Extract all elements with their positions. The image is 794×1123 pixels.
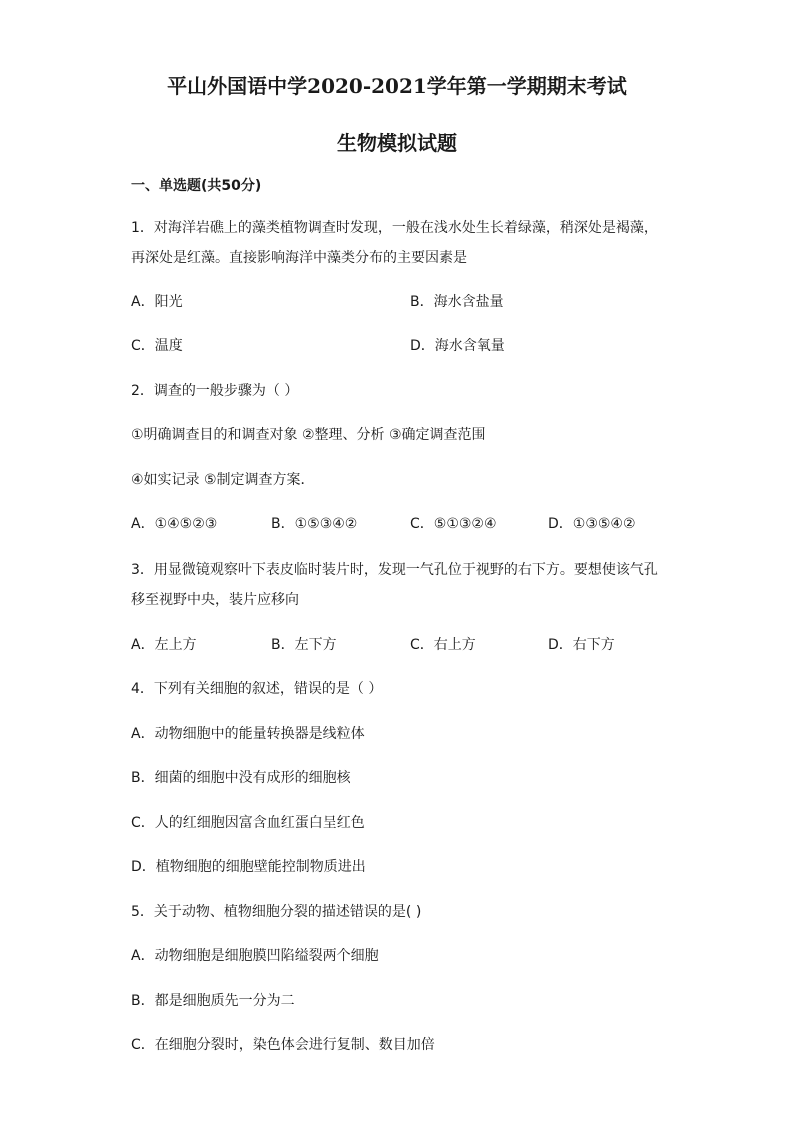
q3-option-c: C．右上方 — [410, 637, 476, 653]
q2-option-a: A．①④⑤②③ — [131, 516, 218, 532]
exam-subtitle: 生物模拟试题 — [337, 131, 457, 155]
q5-stem: 5．关于动物、植物细胞分裂的描述错误的是( ) — [131, 904, 422, 920]
q1-option-d: D．海水含氧量 — [410, 338, 505, 354]
q3-option-a: A．左上方 — [131, 637, 197, 653]
q3-option-b: B．左下方 — [271, 637, 337, 653]
q1-option-b: B．海水含盐量 — [410, 294, 504, 310]
q2-line3: ④如实记录 ⑤制定调查方案． — [131, 472, 315, 488]
q4-option-b: B．细菌的细胞中没有成形的细胞核 — [131, 770, 351, 786]
exam-title: 平山外国语中学2020-2021学年第一学期期末考试 — [167, 74, 627, 98]
q1-stem-line1: 1．对海洋岩礁上的藻类植物调查时发现，一般在浅水处生长着绿藻，稍深处是褐藻， — [131, 220, 658, 236]
q3-stem-line1: 3．用显微镜观察叶下表皮临时装片时，发现一气孔位于视野的右下方。要想使该气孔 — [131, 562, 658, 578]
q4-option-d: D．植物细胞的细胞壁能控制物质进出 — [131, 859, 366, 875]
q5-option-a: A．动物细胞是细胞膜凹陷缢裂两个细胞 — [131, 948, 379, 964]
q1-option-c: C．温度 — [131, 338, 183, 354]
q5-option-c: C．在细胞分裂时，染色体会进行复制、数目加倍 — [131, 1037, 435, 1053]
q3-stem-line2: 移至视野中央，装片应移向 — [131, 592, 299, 608]
q2-option-c: C．⑤①③②④ — [410, 516, 497, 532]
q4-stem: 4．下列有关细胞的叙述，错误的是（ ） — [131, 681, 383, 697]
q4-option-a: A．动物细胞中的能量转换器是线粒体 — [131, 726, 365, 742]
section-heading: 一、单选题(共50分) — [131, 178, 262, 194]
q2-line2: ①明确调查目的和调查对象 ②整理、分析 ③确定调查范围 — [131, 427, 486, 443]
q4-option-c: C．人的红细胞因富含血红蛋白呈红色 — [131, 815, 365, 831]
q1-stem-line2: 再深处是红藻。直接影响海洋中藻类分布的主要因素是 — [131, 250, 467, 266]
q2-option-d: D．①③⑤④② — [548, 516, 636, 532]
q1-option-a: A．阳光 — [131, 294, 183, 310]
q5-option-b: B．都是细胞质先一分为二 — [131, 993, 295, 1009]
q3-option-d: D．右下方 — [548, 637, 615, 653]
q2-option-b: B．①⑤③④② — [271, 516, 358, 532]
q2-stem: 2．调查的一般步骤为（ ） — [131, 383, 299, 399]
